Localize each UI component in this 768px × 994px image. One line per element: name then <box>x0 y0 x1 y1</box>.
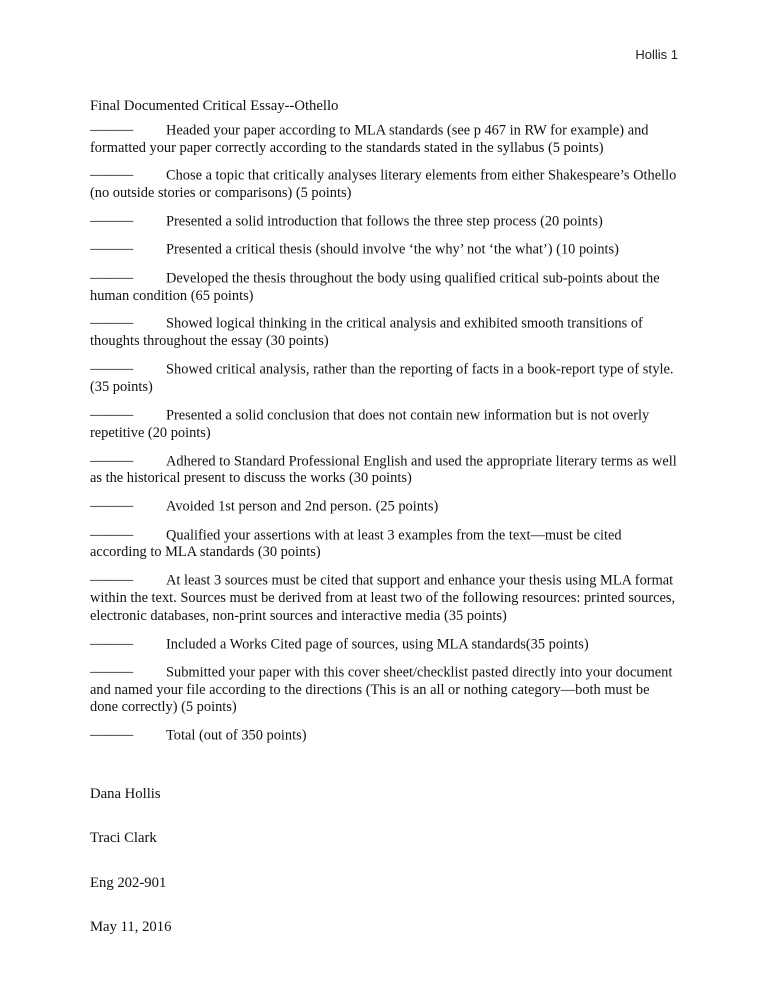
score-blank: ______ <box>90 721 134 738</box>
document-date: May 11, 2016 <box>90 919 172 936</box>
score-blank: ______ <box>90 236 134 253</box>
checklist-item <box>90 448 680 488</box>
grading-checklist <box>90 117 680 745</box>
document-body <box>90 96 680 963</box>
checklist-item-text: Included a Works Cited page of sources, using MLA standards(35 points) <box>166 635 589 652</box>
instructor-name: Traci Clark <box>90 830 157 847</box>
checklist-item <box>90 117 680 157</box>
checklist-item-text: Total (out of 350 points) <box>166 727 307 744</box>
checklist-item-total <box>90 722 680 745</box>
score-blank: ______ <box>90 264 134 281</box>
score-blank: ______ <box>90 493 134 510</box>
score-blank: ______ <box>90 630 134 647</box>
checklist-item-text: Submitted your paper with this cover sheet/checklist pasted directly into your document and named your file according to the directions (This is an all or nothing category—both must be done correctly) (5 points) <box>90 664 673 716</box>
student-name: Dana Hollis <box>90 785 161 802</box>
checklist-item-text: Presented a solid conclusion that does not contain new information but is not overly repetitive (20 points) <box>90 407 650 441</box>
checklist-item <box>90 265 680 305</box>
checklist-item-text: Showed logical thinking in the critical analysis and exhibited smooth transitions of thoughts throughout the essay (30 points) <box>90 315 643 350</box>
score-blank: ______ <box>90 401 134 418</box>
checklist-item-text: Qualified your assertions with at least 3 examples from the text—must be cited according to MLA standards (30 points) <box>90 527 622 561</box>
checklist-item-text: Presented a critical thesis (should involve ‘the why’ not ‘the what’) (10 points) <box>166 241 619 258</box>
score-blank: ______ <box>90 116 134 133</box>
checklist-item <box>90 310 680 350</box>
checklist-item-text: Headed your paper according to MLA standards (see p 467 in RW for example) and formatted your paper correctly according to the standards stated in the syllabus (5 points) <box>90 122 649 156</box>
document-title: Final Documented Critical Essay--Othello <box>90 98 339 114</box>
score-blank: ______ <box>90 658 134 675</box>
signature-block <box>90 785 680 937</box>
course-code: Eng 202-901 <box>90 874 167 891</box>
checklist-item <box>90 402 680 442</box>
score-blank: ______ <box>90 162 134 179</box>
checklist-item <box>90 522 680 562</box>
checklist-item-text: Avoided 1st person and 2nd person. (25 points) <box>166 498 439 515</box>
checklist-item <box>90 493 680 516</box>
checklist-item <box>90 659 680 717</box>
score-blank: ______ <box>90 521 134 538</box>
score-blank: ______ <box>90 310 134 327</box>
checklist-item-text: Presented a solid introduction that follows the three step process (20 points) <box>166 213 603 230</box>
score-blank: ______ <box>90 208 134 225</box>
checklist-item <box>90 162 680 202</box>
checklist-item-text: At least 3 sources must be cited that support and enhance your thesis using MLA format within the text. Sources must be derived from at least two of the following resources: printed sources, electronic databases, non-print sources and interactive media (35 points) <box>90 572 676 624</box>
checklist-item <box>90 631 680 654</box>
checklist-item-text: Developed the thesis throughout the body using qualified critical sub-points about the human condition (65 points) <box>90 270 660 304</box>
checklist-item-text: Adhered to Standard Professional English and used the appropriate literary terms as well as the historical present to discuss the works (30 points) <box>90 453 677 487</box>
page-header: Hollis 1 <box>635 47 678 62</box>
checklist-item <box>90 236 680 259</box>
score-blank: ______ <box>90 447 134 464</box>
checklist-item-text: Chose a topic that critically analyses literary elements from either Shakespeare’s Othello (no outside stories or comparisons) (5 points) <box>90 167 677 202</box>
score-blank: ______ <box>90 567 134 584</box>
checklist-item <box>90 567 680 625</box>
checklist-item-text: Showed critical analysis, rather than the reporting of facts in a book-report type of style. (35 points) <box>90 361 674 396</box>
score-blank: ______ <box>90 356 134 373</box>
checklist-item <box>90 356 680 396</box>
checklist-item <box>90 208 680 231</box>
